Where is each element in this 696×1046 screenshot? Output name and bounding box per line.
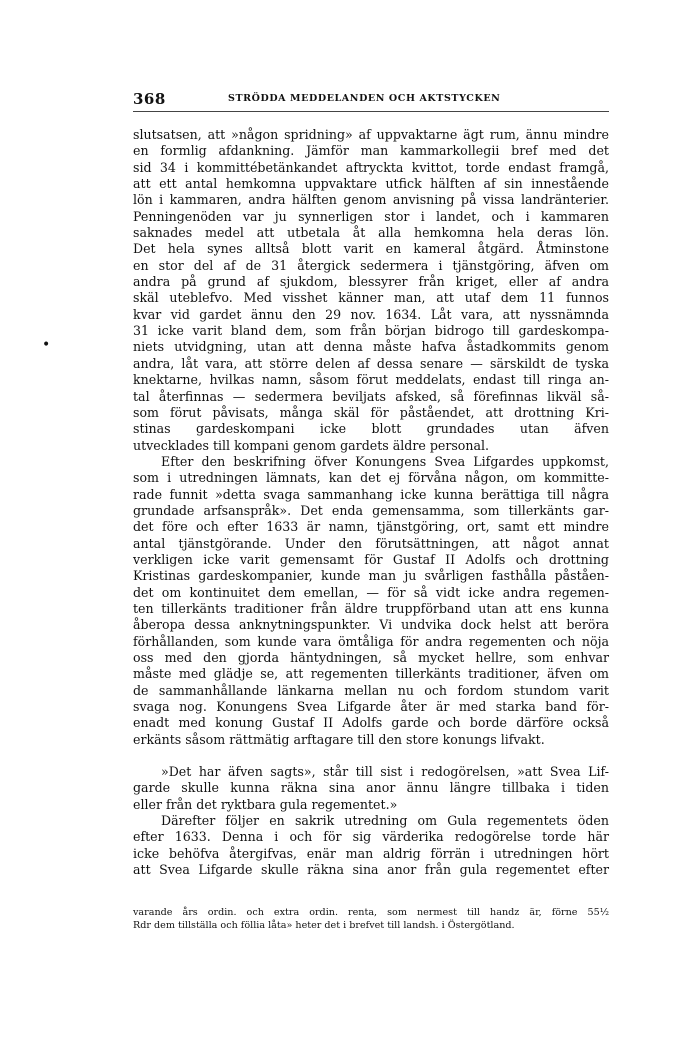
paragraph [133, 127, 609, 454]
text-line: slutsatsen, att »någon spridning» af uppvaktarne ägt rum, ännu mindre [133, 127, 609, 142]
text-line: en stor del af de 31 återgick sedermera i tjänstgöring, äfven om [133, 257, 609, 273]
text-line: rade funnit »detta svaga sammanhang icke kunna berättiga till några [133, 486, 609, 502]
footnote [133, 906, 609, 932]
paragraph [133, 454, 609, 748]
text-line: som förut påvisats, många skäl för påståendet, att drottning Kri- [133, 404, 609, 420]
margin-mark: • [42, 337, 51, 353]
text-line: de sammanhållande länkarna mellan nu och fordom stundom varit [133, 682, 609, 698]
text-line: icke behöfva återgifvas, enär man aldrig förrän i utredningen hört [133, 845, 609, 861]
text-line: niets utvidgning, utan att denna måste hafva åstadkommits genom [133, 339, 609, 355]
text-line: en formlig afdankning. Jämför man kammarkollegii bref med det [133, 143, 609, 159]
text-line: måste med glädje se, att regementen tillerkänts traditioner, äfven om [133, 666, 609, 682]
text-line: sid 34 i kommittébetänkandet aftryckta kvittot, torde endast framgå, [133, 159, 609, 175]
text-line: oss med den gjorda häntydningen, så mycket hellre, som enhvar [133, 650, 609, 665]
text-line: Penningenöden var ju synnerligen stor i landet, och i kammaren [133, 208, 609, 224]
text-line: svaga nog. Konungens Svea Lifgarde åter är med starka band för- [133, 699, 609, 715]
text-line: 31 icke varit bland dem, som från början bidrogo till gardeskompa- [133, 323, 609, 339]
text-line: skäl uteblefvo. Med visshet känner man, att utaf dem 11 funnos [133, 290, 609, 306]
text-line: andra på grund af sjukdom, blessyrer från kriget, eller af andra [133, 274, 609, 290]
text-line: verkligen icke varit gemensamt för Gustaf II Adolfs och drottning [133, 551, 609, 567]
text-line: knektarne, hvilkas namn, såsom förut meddelats, endast till ringa an- [133, 372, 609, 388]
text-line: Kristinas gardeskompanier, kunde man ju svårligen fasthålla påståen- [133, 568, 609, 584]
footnote-line: varande års ordin. och extra ordin. renta, som nermest till handz är, förne 55½ [133, 907, 609, 918]
body-text [133, 127, 609, 878]
text-line: att ett antal hemkomna uppvaktare utfick hälften af sin innestående [133, 176, 609, 192]
page-number: 368 [133, 90, 166, 108]
text-line: saknades medel att utbetala åt alla hemkomna hela deras lön. [133, 225, 609, 241]
text-line: garde skulle kunna räkna sina anor ännu längre tillbaka i tiden [133, 780, 609, 796]
running-head: STRÖDDA MEDDELANDEN OCH AKTSTYCKEN [228, 93, 501, 104]
text-line: lön i kammaren, andra hälften genom anvisning på vissa landränterier. [133, 192, 609, 208]
text-line: som i utredningen lämnats, kan det ej förvåna någon, om kommitte- [133, 470, 609, 486]
text-line: det före och efter 1633 är namn, tjänstgöring, ort, samt ett mindre [133, 519, 609, 535]
text-line: Efter den beskrifning öfver Konungens Svea Lifgardes uppkomst, [161, 453, 609, 469]
text-line: tal återfinnas — sedermera beviljats afsked, så förefinnas likväl så- [133, 388, 609, 404]
paragraph [133, 764, 609, 813]
text-line: stinas gardeskompani icke blott grundades utan äfven [133, 421, 609, 437]
text-line: eller från det ryktbara gula regementet.» [133, 796, 398, 812]
paragraph [133, 813, 609, 878]
page-header [133, 90, 609, 108]
text-line: »Det har äfven sagts», står till sist i redogörelsen, »att Svea Lif- [161, 764, 609, 780]
text-line: andra, låt vara, att större delen af dessa senare — särskildt de tyska [133, 355, 609, 371]
text-line: det om kontinuitet dem emellan, — för så vidt icke andra regemen- [133, 584, 609, 600]
text-line: Därefter följer en sakrik utredning om Gula regementets öden [161, 813, 609, 829]
text-line: antal tjänstgörande. Under den förutsättningen, att något annat [133, 535, 609, 551]
text-line: förhållanden, som kunde vara ömtåliga för andra regementen och nöja [133, 633, 609, 649]
text-line: åberopa dessa anknytningspunkter. Vi undvika dock helst att beröra [133, 617, 609, 633]
text-line: grundade arfsanspråk». Det enda gemensamma, som tillerkänts gar- [133, 502, 609, 518]
text-line: Det hela synes alltså blott varit en kameral åtgärd. Åtminstone [133, 241, 609, 257]
text-line: efter 1633. Denna i och för sig värderika redogörelse torde här [133, 829, 609, 845]
text-line: kvar vid gardet ännu den 29 nov. 1634. Låt vara, att nyssnämnda [133, 306, 609, 322]
text-line: att Svea Lifgarde skulle räkna sina anor från gula regementet efter [133, 862, 609, 878]
text-line: enadt med konung Gustaf II Adolfs garde och borde därföre också [133, 715, 609, 731]
header-rule [133, 111, 609, 112]
paragraph-gap [133, 748, 609, 764]
footnote-line: Rdr dem tillställa och föllia låta» heter det i brefvet till landsh. i Östergötland. [133, 920, 515, 931]
text-line: utvecklades till kompani genom gardets äldre personal. [133, 437, 490, 453]
text-line: erkänts såsom rättmätig arftagare till den store konungs lifvakt. [133, 731, 545, 747]
text-line: ten tillerkänts traditioner från äldre truppförband utan att ens kunna [133, 600, 609, 616]
